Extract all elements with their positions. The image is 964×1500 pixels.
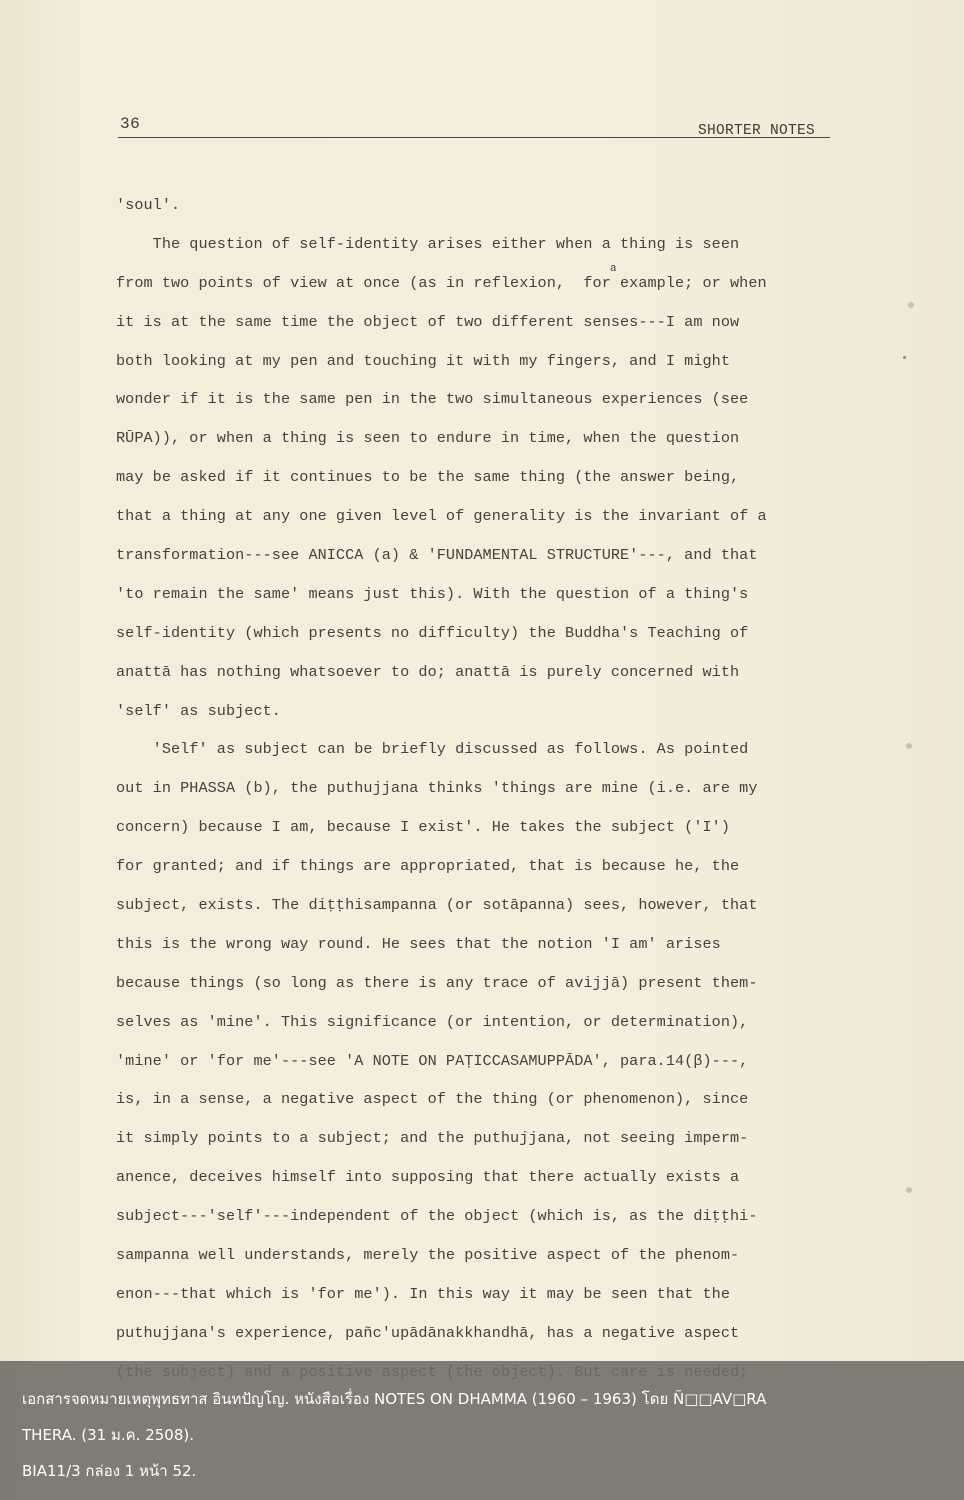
- text-line: concern) because I am, because I exist'. He takes the subject ('I'): [116, 818, 730, 837]
- running-head: SHORTER NOTES: [698, 123, 816, 139]
- text-line: 'Self' as subject can be briefly discussed as follows. As pointed: [116, 740, 749, 759]
- text-line: 'to remain the same' means just this). With the question of a thing's: [116, 584, 749, 603]
- text-line: for granted; and if things are appropriated, that is because he, the: [116, 857, 740, 876]
- paper-mark: [903, 356, 906, 359]
- text-line: out in PHASSA (b), the puthujjana thinks 'things are mine (i.e. are my: [116, 779, 758, 798]
- footnote-marker: a: [610, 262, 617, 275]
- body-text: [116, 186, 836, 1392]
- text-line: that a thing at any one given level of generality is the invariant of a: [116, 507, 767, 526]
- text-line: subject, exists. The diṭṭhisampanna (or sotāpanna) sees, however, that: [116, 896, 758, 915]
- text-line: both looking at my pen and touching it with my fingers, and I might: [116, 351, 730, 370]
- text-line: this is the wrong way round. He sees that the notion 'I am' arises: [116, 934, 721, 953]
- text-line: wonder if it is the same pen in the two simultaneous experiences (see: [116, 390, 749, 409]
- text-line: it is at the same time the object of two different senses---I am now: [116, 312, 740, 331]
- text-line: [116, 264, 836, 303]
- text-line: anence, deceives himself into supposing that there actually exists a: [116, 1168, 740, 1187]
- text-line: is, in a sense, a negative aspect of the thing (or phenomenon), since: [116, 1090, 749, 1109]
- paper-mark: [906, 1187, 912, 1193]
- text-line: 'mine' or 'for me'---see 'A NOTE ON PAṬICCASAMUPPĀDA', para.14(β)---,: [116, 1051, 749, 1070]
- text-line: subject---'self'---independent of the object (which is, as the diṭṭhi-: [116, 1207, 758, 1226]
- page-number: 36: [120, 115, 141, 133]
- paper-mark: [908, 302, 914, 308]
- caption-line: เอกสารจดหมายเหตุพุทธทาส อินทปัญโญ. หนังสือเรื่อง NOTES ON DHAMMA (1960 – 1963) โดย Ñ□□AV□RA: [22, 1390, 767, 1408]
- text-line: The question of self-identity arises either when a thing is seen: [116, 234, 740, 253]
- text-line: anattā has nothing whatsoever to do; anattā is purely concerned with: [116, 662, 740, 681]
- archive-caption: [0, 1361, 964, 1500]
- text-line: it simply points to a subject; and the puthujjana, not seeing imperm-: [116, 1129, 749, 1148]
- header-rule: [118, 137, 830, 138]
- text-line: enon---that which is 'for me'). In this way it may be seen that the: [116, 1284, 730, 1303]
- text-line: 'soul'.: [116, 196, 181, 214]
- text-line-content: from two points of view at once (as in reflexion, for example; or when: [116, 273, 767, 292]
- paper-mark: [906, 743, 912, 749]
- caption-line: BIA11/3 กล่อง 1 หน้า 52.: [22, 1462, 197, 1480]
- text-line: may be asked if it continues to be the same thing (the answer being,: [116, 468, 740, 487]
- caption-line: THERA. (31 ม.ค. 2508).: [22, 1426, 194, 1444]
- text-line: RŪPA)), or when a thing is seen to endure in time, when the question: [116, 429, 740, 448]
- text-line: 'self' as subject.: [116, 701, 281, 720]
- text-line: puthujjana's experience, pañc'upādānakkhandhā, has a negative aspect: [116, 1323, 740, 1342]
- text-line: because things (so long as there is any trace of avijjā) present them-: [116, 973, 758, 992]
- text-line: transformation---see ANICCA (a) & 'FUNDAMENTAL STRUCTURE'---, and that: [116, 546, 758, 565]
- text-line: selves as 'mine'. This significance (or intention, or determination),: [116, 1012, 749, 1031]
- text-line: sampanna well understands, merely the positive aspect of the phenom-: [116, 1246, 740, 1265]
- text-line: self-identity (which presents no difficulty) the Buddha's Teaching of: [116, 623, 749, 642]
